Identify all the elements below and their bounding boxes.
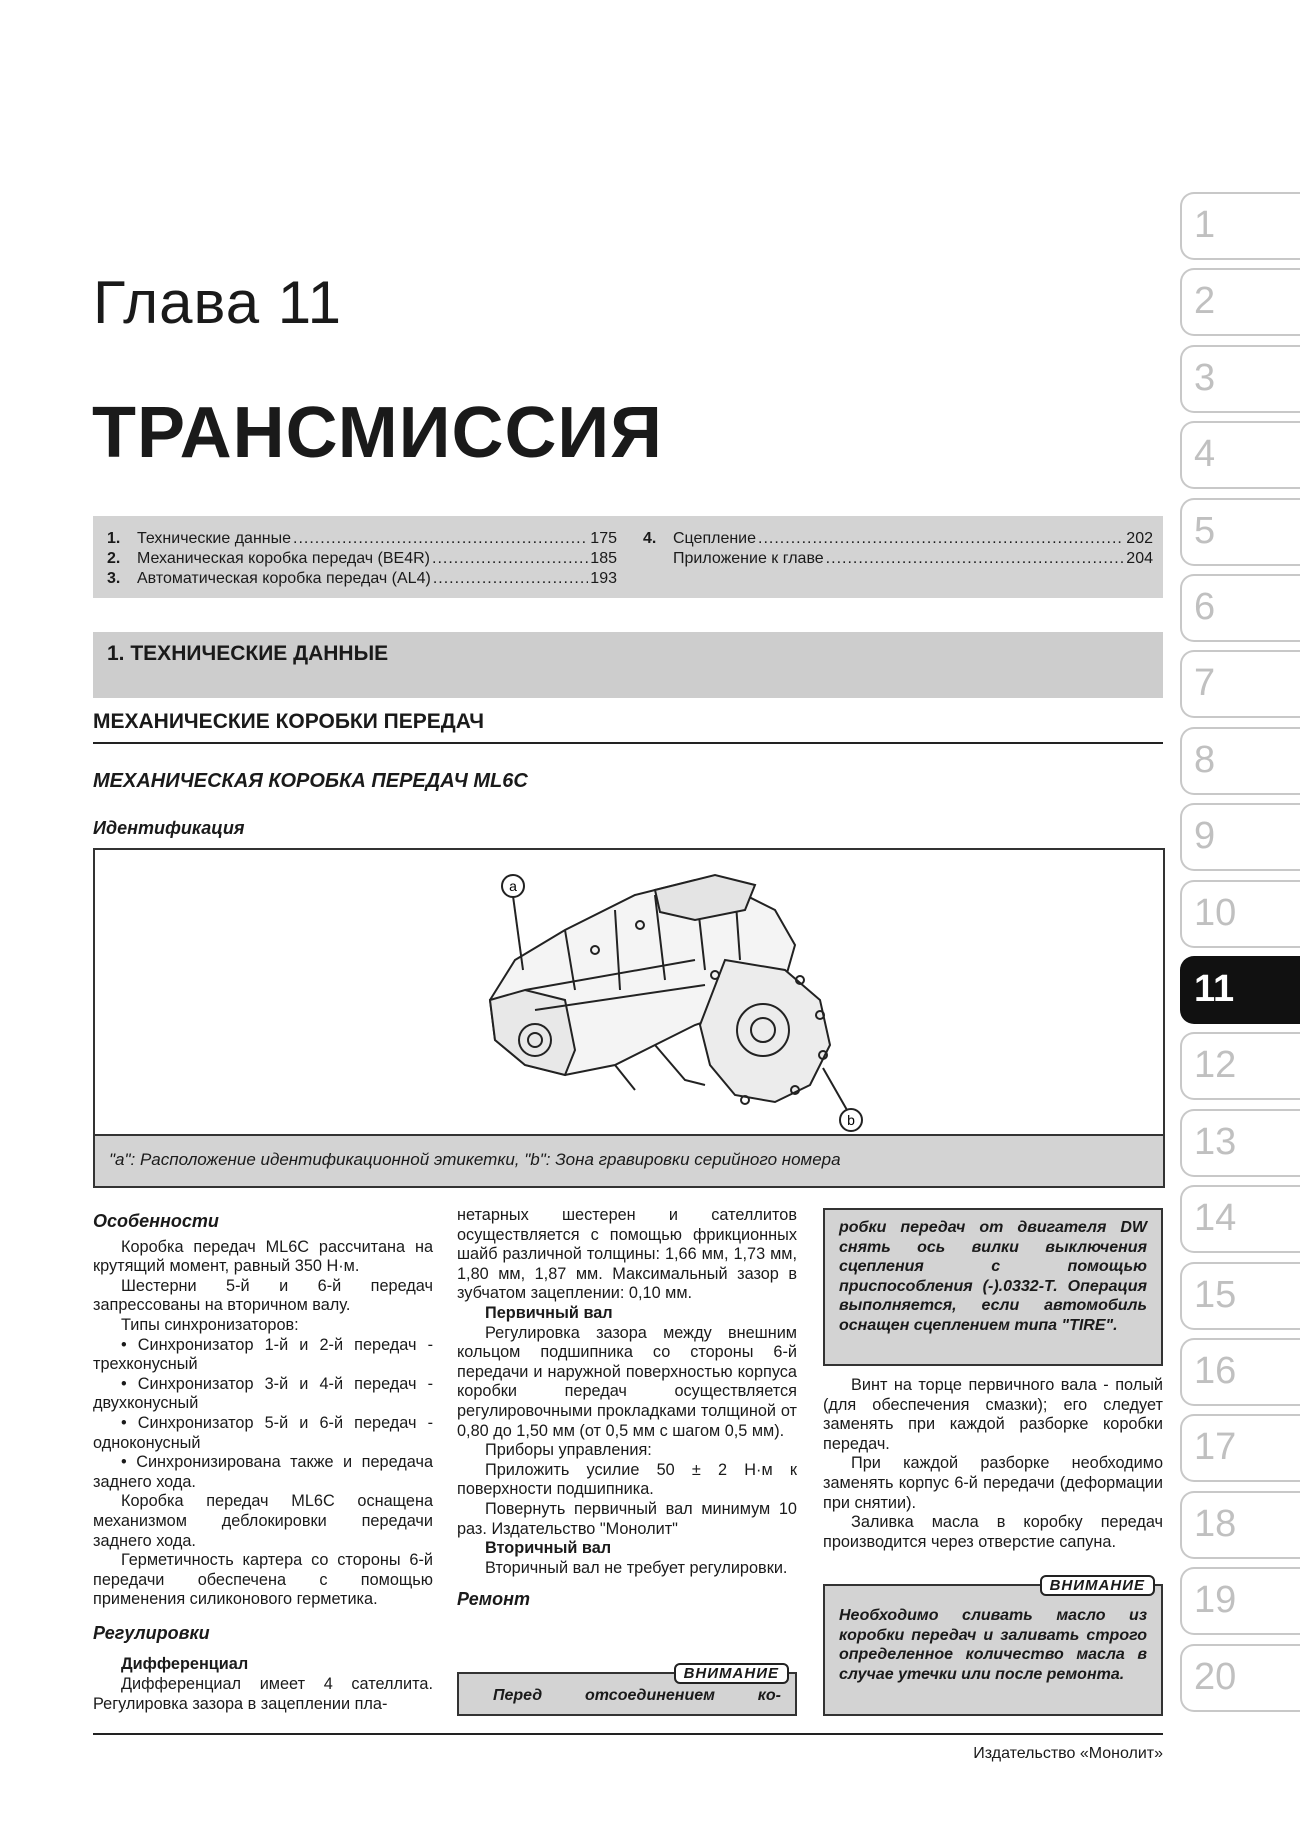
paragraph: Повернуть первичный вал минимум 10 раз. Издательство "Монолит" [457,1499,797,1538]
chapter-tab-2[interactable] [1180,268,1300,336]
bullet-item: • Синхронизатор 1-й и 2-й передач - трехконусный [93,1335,433,1374]
chapter-tab-8[interactable] [1180,727,1300,795]
paragraph: Заливка масла в коробку передач производится через отверстие сапуна. [823,1513,1163,1551]
primary-shaft-heading: Первичный вал [485,1303,613,1322]
oil-warning-box [823,1577,1163,1716]
callout-a-label: a [509,878,517,894]
figure-caption: "a": Расположение идентификационной этикетки, "b": Зона гравировки серийного номера [109,1150,841,1169]
chapter-title: ТРАНСМИССИЯ [92,393,663,473]
toc-item [643,550,1153,570]
chapter-tab-label: 16 [1194,1350,1237,1392]
gearbox-title: МЕХАНИЧЕСКАЯ КОРОБКА ПЕРЕДАЧ ML6C [93,770,528,792]
chapter-tab-label: 14 [1194,1197,1237,1239]
chapter-tab-label: 10 [1194,892,1237,934]
chapter-tab-14[interactable] [1180,1185,1300,1253]
chapter-label: Глава 11 [93,269,343,336]
gearbox-illustration [95,850,1163,1134]
text-column-1 [93,1206,433,1714]
toc-item [643,530,1153,550]
adjustments-heading: Регулировки [93,1622,210,1643]
toc-item-page: 202 [1126,530,1153,547]
warning-tag: ВНИМАНИЕ [674,1663,789,1684]
warning-text: робки передач от двигателя DW снять ось вилки выключения сцепления с помощью приспособления (-).0332-Т. Операция выполняется, если автомобиль оснащен сцеплением типа "TIRE". [839,1219,1147,1334]
toc-item-title: Автоматическая коробка передач (AL4) [137,570,431,587]
publisher-footer: Издательство «Монолит» [973,1745,1163,1762]
section-header [93,632,1163,698]
chapter-tab-18[interactable] [1180,1491,1300,1559]
section-title: 1. ТЕХНИЧЕСКИЕ ДАННЫЕ [107,642,389,665]
toc-item-number: 3. [107,570,121,587]
repair-heading: Ремонт [457,1589,530,1610]
chapter-tab-label: 18 [1194,1503,1237,1545]
chapter-tab-label: 5 [1194,510,1216,552]
chapter-tab-6[interactable] [1180,574,1300,642]
toc-item-title: Технические данные [137,530,292,547]
chapter-tab-label: 2 [1194,280,1216,322]
chapter-tab-9[interactable] [1180,803,1300,871]
chapter-contents [93,516,1163,598]
toc-item-number: 2. [107,550,121,567]
chapter-tab-5[interactable] [1180,498,1300,566]
chapter-tab-label: 13 [1194,1121,1237,1163]
chapter-tab-20[interactable] [1180,1644,1300,1712]
toc-item [107,570,617,590]
chapter-tab-label: 20 [1194,1656,1237,1698]
text-column-2 [457,1206,797,1616]
chapter-tab-15[interactable] [1180,1262,1300,1330]
chapter-tab-3[interactable] [1180,345,1300,413]
toc-item-title: Приложение к главе [673,550,824,567]
chapter-tab-label: 15 [1194,1274,1237,1316]
features-heading: Особенности [93,1211,219,1231]
chapter-tab-10[interactable] [1180,880,1300,948]
identification-heading: Идентификация [93,818,245,838]
toc-item [107,530,617,550]
chapter-tab-label: 11 [1194,968,1235,1010]
chapter-tab-19[interactable] [1180,1567,1300,1635]
toc-item-title: Сцепление [673,530,757,547]
paragraph: При каждой разборке необходимо заменять корпус 6-й передачи (деформации при снятии). [823,1454,1163,1512]
paragraph: нетарных шестерен и сателлитов осуществляется с помощью фрикционных шайб различной толщины: 1,66 мм, 1,73 мм, 1,80 мм, 1,87 мм. Максимальный зазор в зубчатом зацеплении: 0,10 мм. [457,1206,797,1303]
contents-right-column [643,530,1153,570]
chapter-tab-4[interactable] [1180,421,1300,489]
chapter-tab-13[interactable] [1180,1109,1300,1177]
toc-item-page: 193 [590,570,617,587]
toc-item-page: 175 [590,530,617,547]
paragraph: Приборы управления: [485,1441,652,1460]
chapter-tab-label: 19 [1194,1579,1237,1621]
callout-b-label: b [847,1112,855,1128]
paragraph: Типы синхронизаторов: [121,1315,299,1334]
paragraph: Герметичность картера со стороны 6-й передачи обеспечена с помощью применения силиконового герметика. [93,1551,433,1609]
warning-text: Необходимо сливать масло из коробки передач и заливать строго определенное количество масла в случае утечки или после ремонта. [839,1607,1147,1683]
chapter-tab-16[interactable] [1180,1338,1300,1406]
chapter-tab-12[interactable] [1180,1032,1300,1100]
chapter-tab-label: 7 [1194,662,1216,704]
paragraph: Винт на торце первичного вала - полый (для обеспечения смазки); его следует заменять при каждой разборке коробки передач. [823,1376,1163,1453]
paragraph: Коробка передач ML6C оснащена механизмом деблокировки передачи заднего хода. [93,1492,433,1550]
paragraph: Приложить усилие 50 ± 2 Н·м к поверхности подшипника. [457,1460,797,1499]
contents-left-column [107,530,617,590]
figure-caption-bar [95,1134,1163,1186]
chapter-tab-label: 6 [1194,586,1216,628]
chapter-tab-label: 4 [1194,433,1216,475]
warning-text: Перед отсоединением ко- [493,1687,781,1704]
bullet-item: • Синхронизатор 3-й и 4-й передач - двухконусный [93,1374,433,1413]
chapter-tab-11[interactable] [1180,956,1300,1024]
chapter-tab-1[interactable] [1180,192,1300,260]
footer-rule [93,1733,1163,1735]
chapter-tab-17[interactable] [1180,1414,1300,1482]
toc-item-number: 1. [107,530,121,547]
paragraph: Дифференциал имеет 4 сателлита. Регулировка зазора в зацеплении пла- [93,1675,433,1713]
chapter-tab-label: 3 [1194,357,1216,399]
chapter-tab-label: 17 [1194,1426,1237,1468]
paragraph: Регулировка зазора между внешним кольцом подшипника со стороны 6-й передачи и наружной поверхностью корпуса коробки передач осуществляется регулировочными прокладками толщиной от 0,80 до 1,50 мм (от 0,5 мм с шагом 0,5 мм). [457,1323,797,1440]
chapter-tab-label: 1 [1194,204,1216,246]
warning-box-continued [823,1208,1163,1366]
chapter-tab-7[interactable] [1180,650,1300,718]
chapter-tab-label: 8 [1194,739,1216,781]
paragraph: Шестерни 5-й и 6-й передач запрессованы на вторичном валу. [93,1276,433,1315]
warning-tag: ВНИМАНИЕ [1040,1575,1155,1596]
warning-box [457,1665,797,1716]
text-column-3 [823,1376,1163,1552]
paragraph: Вторичный вал не требует регулировки. [485,1558,788,1577]
chapter-tab-label: 9 [1194,815,1216,857]
toc-item-number: 4. [643,530,657,547]
toc-item-page: 185 [590,550,617,567]
toc-item [107,550,617,570]
differential-heading: Дифференциал [121,1655,249,1674]
paragraph: Коробка передач ML6C рассчитана на крутящий момент, равный 350 Н·м. [93,1237,433,1276]
bullet-item: • Синхронизатор 5-й и 6-й передач - одноконусный [93,1413,433,1452]
toc-item-page: 204 [1126,550,1153,567]
gearbox-figure [93,848,1165,1188]
subsection-title: МЕХАНИЧЕСКИЕ КОРОБКИ ПЕРЕДАЧ [93,710,1163,744]
secondary-shaft-heading: Вторичный вал [485,1539,612,1558]
toc-item-title: Механическая коробка передач (BE4R) [137,550,430,567]
chapter-tab-label: 12 [1194,1044,1237,1086]
bullet-item: • Синхронизирована также и передача заднего хода. [93,1453,433,1491]
